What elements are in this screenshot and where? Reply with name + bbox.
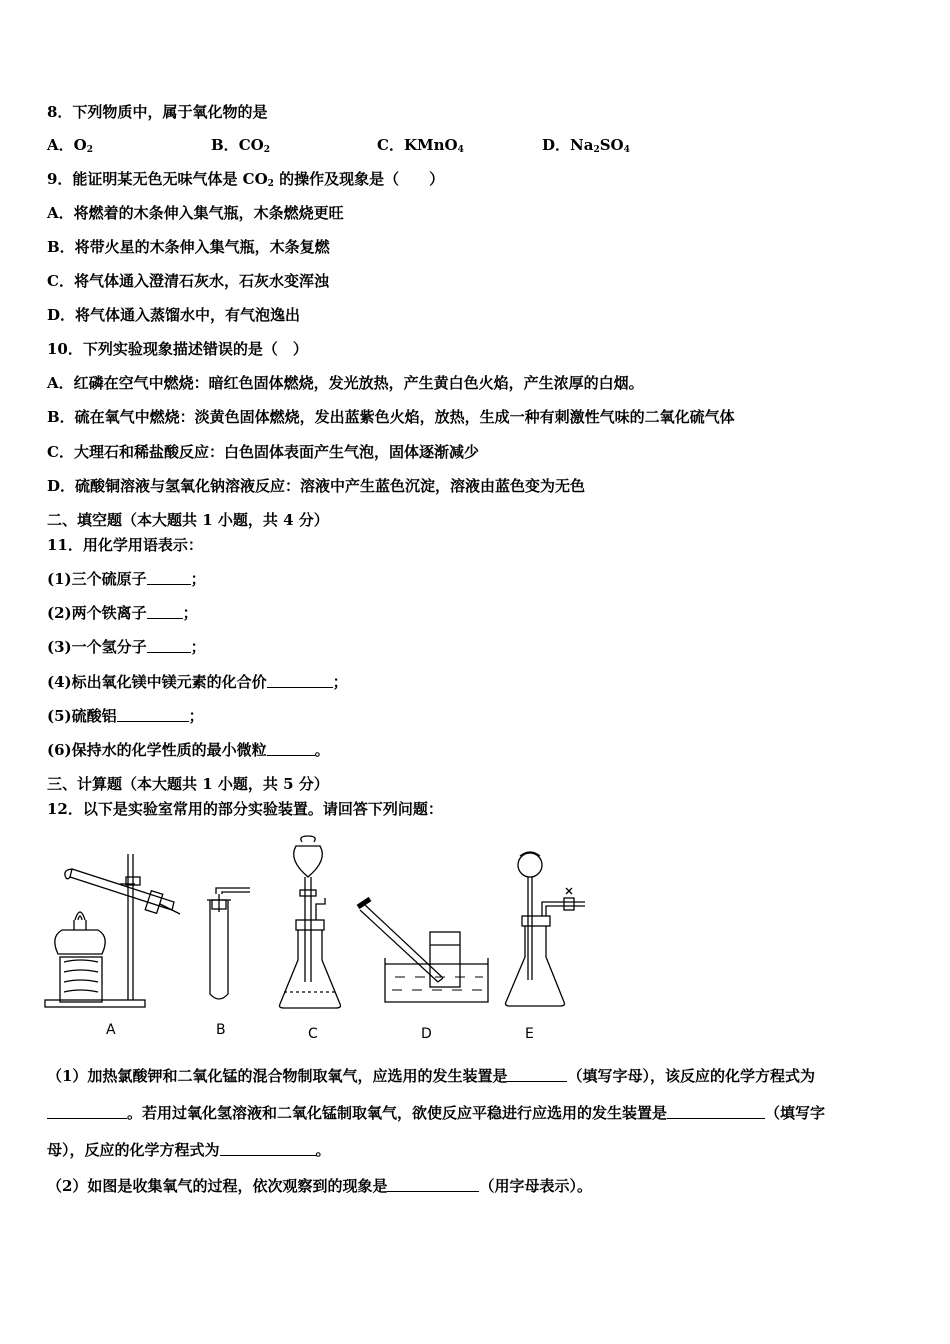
q11-blank-1[interactable] xyxy=(147,570,191,585)
q8-option-a[interactable]: A．$O_2$ xyxy=(47,136,93,155)
q8-option-d[interactable]: D．$Na_2SO_4$ xyxy=(542,136,630,155)
q10-stem: 10．下列实验现象描述错误的是（ ） xyxy=(47,340,308,358)
q11-item-3: (3)一个氢分子 ； xyxy=(47,638,206,656)
q9-option-c[interactable]: C．将气体通入澄清石灰水，石灰水变浑浊 xyxy=(47,272,329,290)
q12-part1-line3: 母），反应的化学方程式为 。 xyxy=(47,1141,331,1159)
q10-option-b[interactable]: B．硫在氧气中燃烧：淡黄色固体燃烧，发出蓝紫色火焰，放热，生成一种有刺激性气味的二氧化硫气体 xyxy=(47,408,735,426)
apparatus-b-drawing xyxy=(207,888,250,999)
q11-blank-6[interactable] xyxy=(267,741,315,756)
figure-label-e: E xyxy=(525,1026,534,1042)
apparatus-c-drawing xyxy=(280,836,341,1008)
q12-part1-line2: 。若用过氧化氢溶液和二氧化锰制取氧气，欲使反应平稳进行应选用的发生装置是 （填写字 xyxy=(47,1103,825,1123)
section-3-heading: 三、计算题（本大题共 1 小题，共 5 分） xyxy=(47,775,329,793)
q8-option-c[interactable]: C．KMnO$_4$ xyxy=(377,136,464,155)
q9-option-d[interactable]: D．将气体通入蒸馏水中，有气泡逸出 xyxy=(47,306,301,324)
q10-option-a[interactable]: A．红磷在空气中燃烧：暗红色固体燃烧，发光放热，产生黄白色火焰，产生浓厚的白烟。 xyxy=(47,374,644,392)
apparatus-drawing xyxy=(40,832,620,1047)
q10-option-d[interactable]: D．硫酸铜溶液与氢氧化钠溶液反应：溶液中产生蓝色沉淀，溶液由蓝色变为无色 xyxy=(47,477,586,495)
q11-item-5: (5)硫酸铝 ； xyxy=(47,707,204,725)
q11-item-1: (1)三个硫原子 ； xyxy=(47,570,206,588)
q11-blank-4[interactable] xyxy=(267,673,333,688)
q10-option-c[interactable]: C．大理石和稀盐酸反应：白色固体表面产生气泡，固体逐渐减少 xyxy=(47,443,479,461)
q9-option-b[interactable]: B．将带火星的木条伸入集气瓶，木条复燃 xyxy=(47,238,330,256)
q11-blank-3[interactable] xyxy=(147,638,191,653)
q8-stem: 8．下列物质中，属于氧化物的是 xyxy=(47,103,268,121)
figure-label-c: C xyxy=(308,1026,318,1042)
apparatus-figure xyxy=(40,832,620,1047)
q12-part1-line1: （1）加热氯酸钾和二氧化锰的混合物制取氧气，应选用的发生装置是 （填写字母），该反应的化学方程式为 xyxy=(47,1067,815,1085)
q11-blank-2[interactable] xyxy=(147,604,183,619)
q12-blank-apparatus-1[interactable] xyxy=(507,1067,567,1082)
figure-label-a: A xyxy=(106,1022,116,1038)
q11-blank-5[interactable] xyxy=(117,707,189,722)
figure-label-d: D xyxy=(421,1026,432,1042)
q8-option-b[interactable]: B．$CO_2$ xyxy=(211,136,270,155)
apparatus-a-drawing xyxy=(45,854,180,1007)
q11-item-2: (2)两个铁离子 ； xyxy=(47,604,198,622)
section-2-heading: 二、填空题（本大题共 1 小题，共 4 分） xyxy=(47,511,329,529)
q12-blank-equation-2[interactable] xyxy=(220,1141,316,1156)
q12-blank-observation[interactable] xyxy=(387,1177,479,1192)
figure-label-b: B xyxy=(216,1022,226,1038)
q11-item-6: (6)保持水的化学性质的最小微粒 。 xyxy=(47,741,330,759)
apparatus-e-drawing xyxy=(506,852,586,1006)
q12-blank-apparatus-2[interactable] xyxy=(667,1104,765,1119)
q12-stem: 12．以下是实验室常用的部分实验装置。请回答下列问题： xyxy=(47,800,443,818)
q11-item-4: (4)标出氧化镁中镁元素的化合价 ； xyxy=(47,673,348,691)
q11-stem: 11．用化学用语表示： xyxy=(47,536,203,554)
q9-option-a[interactable]: A．将燃着的木条伸入集气瓶，木条燃烧更旺 xyxy=(47,204,344,222)
apparatus-d-drawing xyxy=(358,899,488,1002)
q12-part2: （2）如图是收集氧气的过程，依次观察到的现象是 （用字母表示）。 xyxy=(47,1177,592,1195)
q12-blank-equation-1[interactable] xyxy=(47,1104,127,1119)
q9-stem: 9．能证明某无色无味气体是 $CO_2$ 的操作及现象是（ ） xyxy=(47,170,445,189)
